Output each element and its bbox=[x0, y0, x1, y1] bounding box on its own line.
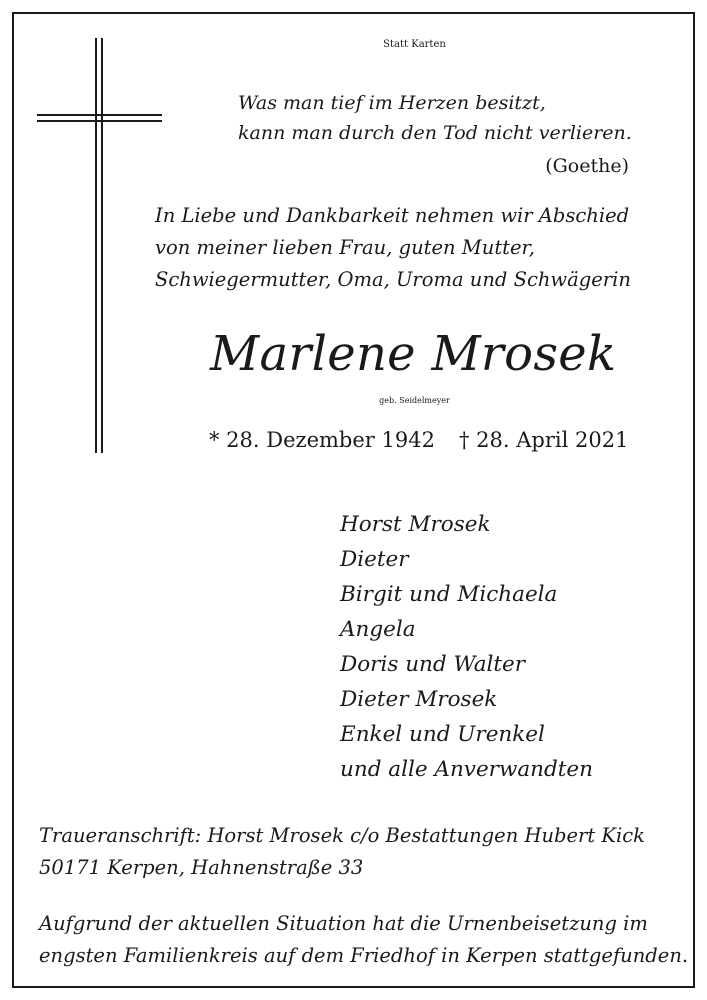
statt-karten-heading: Statt Karten bbox=[383, 39, 446, 50]
funeral-address-line-2: 50171 Kerpen, Hahnenstraße 33 bbox=[39, 856, 364, 879]
mourner-item: Birgit und Michaela bbox=[340, 582, 558, 607]
intro-line-1: In Liebe und Dankbarkeit nehmen wir Abschied bbox=[155, 204, 630, 227]
cross-vertical-line-right bbox=[101, 38, 103, 453]
mourner-item: Dieter Mrosek bbox=[340, 687, 498, 712]
mourner-item: Horst Mrosek bbox=[340, 512, 491, 537]
mourner-item: und alle Anverwandten bbox=[340, 757, 593, 782]
cross-horizontal-line-bottom bbox=[37, 120, 162, 122]
cross-vertical-line-left bbox=[95, 38, 97, 453]
death-date: † 28. April 2021 bbox=[459, 428, 629, 452]
quote-author: (Goethe) bbox=[545, 155, 629, 177]
mourner-item: Enkel und Urenkel bbox=[340, 722, 545, 747]
mourner-item: Angela bbox=[340, 617, 416, 642]
deceased-name: Marlene Mrosek bbox=[210, 326, 617, 382]
mourner-item: Doris und Walter bbox=[340, 652, 526, 677]
cross-horizontal-line-top bbox=[37, 114, 162, 116]
funeral-address-line-1: Traueranschrift: Horst Mrosek c/o Bestattungen Hubert Kick bbox=[39, 824, 645, 847]
intro-line-3: Schwiegermutter, Oma, Uroma und Schwägerin bbox=[155, 268, 631, 291]
quote-line-1: Was man tief im Herzen besitzt, bbox=[238, 92, 546, 114]
burial-notice-line-2: engsten Familienkreis auf dem Friedhof in Kerpen stattgefunden. bbox=[39, 944, 689, 967]
burial-notice-line-1: Aufgrund der aktuellen Situation hat die Urnenbeisetzung im bbox=[39, 912, 648, 935]
birth-date: * 28. Dezember 1942 bbox=[209, 428, 435, 452]
mourner-item: Dieter bbox=[340, 547, 409, 572]
maiden-name: geb. Seidelmeyer bbox=[379, 396, 450, 405]
quote-line-2: kann man durch den Tod nicht verlieren. bbox=[238, 122, 632, 144]
intro-line-2: von meiner lieben Frau, guten Mutter, bbox=[155, 236, 535, 259]
